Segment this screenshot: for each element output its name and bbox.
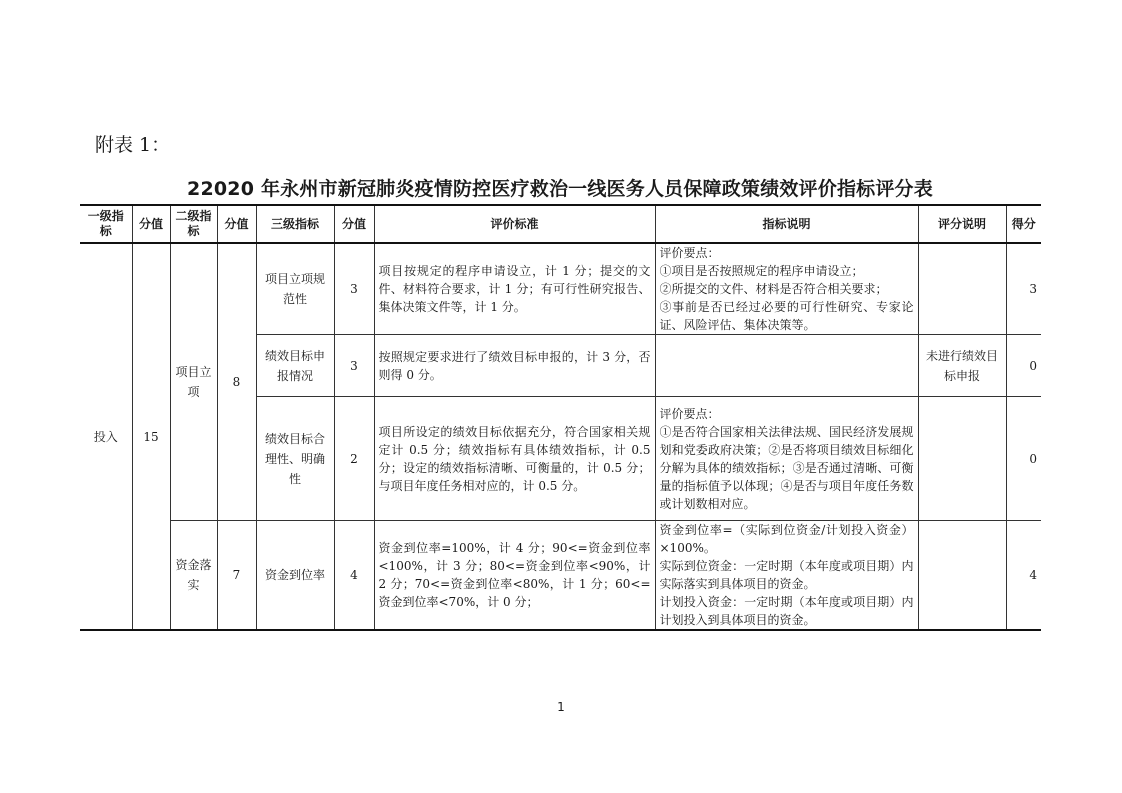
scoring-note-cell bbox=[918, 243, 1006, 335]
level3-score: 2 bbox=[334, 397, 374, 521]
level1-name: 投入 bbox=[80, 243, 132, 630]
table-row bbox=[80, 243, 1041, 335]
header-criteria: 评价标准 bbox=[374, 205, 655, 243]
criteria-cell: 按照规定要求进行了绩效目标申报的，计 3 分，否则得 0 分。 bbox=[374, 335, 655, 397]
header-level2: 二级指标 bbox=[170, 205, 217, 243]
description-cell bbox=[655, 335, 918, 397]
scoring-note-cell bbox=[918, 521, 1006, 631]
criteria-cell: 项目按规定的程序申请设立，计 1 分；提交的文件、材料符合要求，计 1 分；有可行性研究报告、集体决策文件等，计 1 分。 bbox=[374, 243, 655, 335]
description-cell: 资金到位率=（实际到位资金/计划投入资金）×100%。 实际到位资金：一定时期（本年度或项目期）内实际落实到具体项目的资金。 计划投入资金：一定时期（本年度或项目期）内计划投入到具体项目的资金。 bbox=[655, 521, 918, 631]
level3-name: 项目立项规范性 bbox=[256, 243, 334, 335]
header-score1: 分值 bbox=[132, 205, 170, 243]
criteria-cell: 项目所设定的绩效目标依据充分，符合国家相关规定计 0.5 分；绩效指标有具体绩效指标，计 0.5 分；设定的绩效指标清晰、可衡量的，计 0.5 分；与项目年度任务相对应的，计 0.5 分。 bbox=[374, 397, 655, 521]
score-cell: 0 bbox=[1006, 335, 1041, 397]
level2-score: 7 bbox=[217, 521, 256, 631]
header-scoring-note: 评分说明 bbox=[918, 205, 1006, 243]
level2-name: 资金落实 bbox=[170, 521, 217, 631]
description-cell: 评价要点： ①项目是否按照规定的程序申请设立； ②所提交的文件、材料是否符合相关要求； ③事前是否已经过必要的可行性研究、专家论证、风险评估、集体决策等。 bbox=[655, 243, 918, 335]
header-score3: 分值 bbox=[334, 205, 374, 243]
page-title: 22020 年永州市新冠肺炎疫情防控医疗救治一线医务人员保障政策绩效评价指标评分表 bbox=[187, 178, 933, 200]
level3-score: 3 bbox=[334, 335, 374, 397]
table-row bbox=[80, 521, 1041, 631]
header-level1: 一级指标 bbox=[80, 205, 132, 243]
score-cell: 3 bbox=[1006, 243, 1041, 335]
header-level3: 三级指标 bbox=[256, 205, 334, 243]
page-number: 1 bbox=[557, 700, 565, 714]
criteria-cell: 资金到位率=100%，计 4 分；90<=资金到位率<100%，计 3 分；80<=资金到位率<90%，计 2 分；70<=资金到位率<80%，计 1 分；60<=资金到位率<70%，计 0 分； bbox=[374, 521, 655, 631]
header-row bbox=[80, 205, 1041, 243]
level3-score: 3 bbox=[334, 243, 374, 335]
header-score: 得分 bbox=[1006, 205, 1041, 243]
level3-name: 绩效目标申报情况 bbox=[256, 335, 334, 397]
description-cell: 评价要点： ①是否符合国家相关法律法规、国民经济发展规划和党委政府决策；②是否将项目绩效目标细化分解为具体的绩效指标；③是否通过清晰、可衡量的指标值予以体现；④是否与项目年度任务数或计划数相对应。 bbox=[655, 397, 918, 521]
level3-name: 资金到位率 bbox=[256, 521, 334, 631]
attachment-label: 附表 1： bbox=[95, 134, 171, 156]
level3-score: 4 bbox=[334, 521, 374, 631]
level2-name: 项目立项 bbox=[170, 243, 217, 521]
score-cell: 4 bbox=[1006, 521, 1041, 631]
level2-score: 8 bbox=[217, 243, 256, 521]
level1-score: 15 bbox=[132, 243, 170, 630]
score-cell: 0 bbox=[1006, 397, 1041, 521]
evaluation-table bbox=[80, 204, 1041, 631]
scoring-note-cell bbox=[918, 397, 1006, 521]
level3-name: 绩效目标合理性、明确性 bbox=[256, 397, 334, 521]
scoring-note-cell: 未进行绩效目标申报 bbox=[918, 335, 1006, 397]
header-score2: 分值 bbox=[217, 205, 256, 243]
header-description: 指标说明 bbox=[655, 205, 918, 243]
